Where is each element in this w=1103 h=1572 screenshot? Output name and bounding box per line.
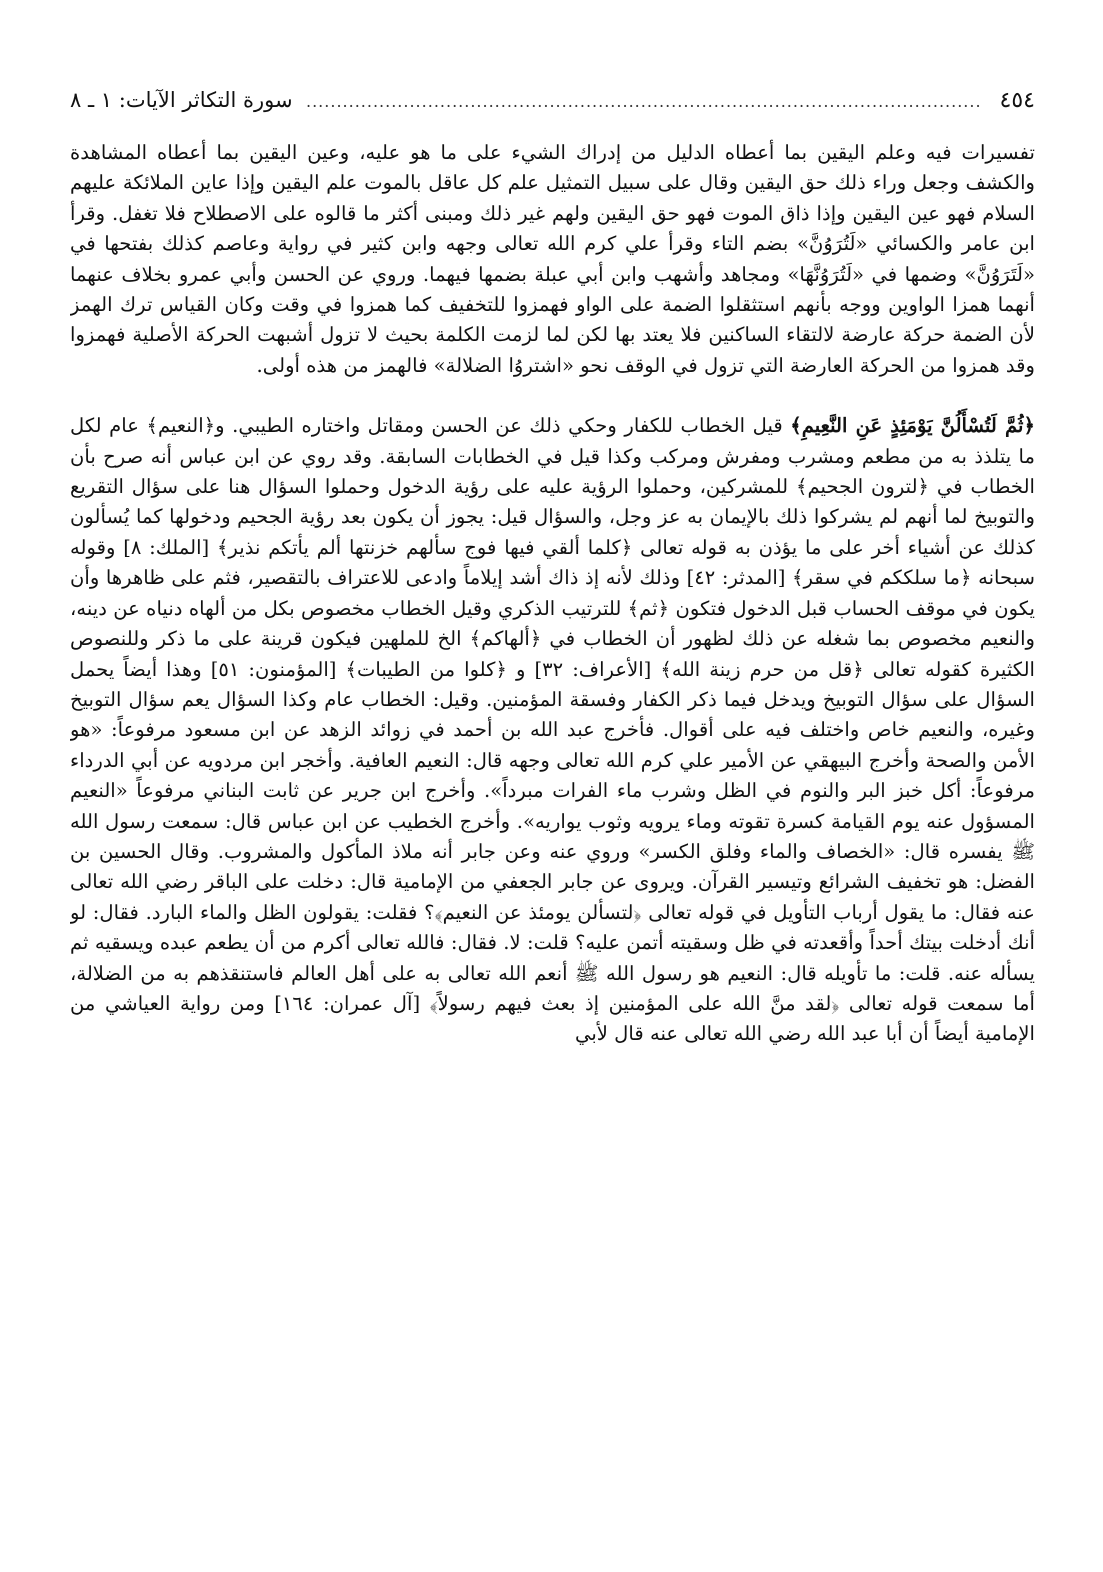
header-leader-dots [307, 92, 982, 111]
running-header [70, 88, 1035, 130]
paragraph-2-text: قيل الخطاب للكفار وحكي ذلك عن الحسن ومقاتل واختاره الطيبي. و﴿النعيم﴾ عام لكل ما يتلذذ به من مطعم ومشرب ومفرش ومركب وكذا قيل في الخطابات السابقة. وقد روي عن ابن عباس أنه صرح بأن الخطاب في ﴿لترون الجحيم﴾ للمشركين، وحملوا الرؤية عليه على رؤية الدخول وحملوا السؤال هنا على سؤال التقريع والتوبيخ لما أنهم لم يشركوا ذلك بالإيمان به عز وجل، والسؤال قيل: يجوز أن يكون بعد رؤية الجحيم ودخولها كما يُسألون كذلك عن أشياء أخر على ما يؤذن به قوله تعالى ﴿كلما ألقي فيها فوج سألهم خزنتها ألم يأتكم نذير﴾ [الملك: ٨] وقوله سبحانه ﴿ما سلككم في سقر﴾ [المدثر: ٤٢] وذلك لأنه إذ ذاك أشد إيلاماً وادعى للاعتراف بالتقصير، فثم على ظاهرها وأن يكون في موقف الحساب قبل الدخول فتكون ﴿ثم﴾ للترتيب الذكري وقيل الخطاب مخصوص بكل من ألهاه دنياه عن دينه، والنعيم مخصوص بما شغله عن ذلك لظهور أن الخطاب في ﴿ألهاكم﴾ الخ للملهين فيكون قرينة على ما ذكر وللنصوص الكثيرة كقوله تعالى ﴿قل من حرم زينة الله﴾ [الأعراف: ٣٢] و ﴿كلوا من الطيبات﴾ [المؤمنون: ٥١] وهذا أيضاً يحمل السؤال على سؤال التوبيخ ويدخل فيما ذكر الكفار وفسقة المؤمنين. وقيل: الخطاب عام وكذا السؤال يعم سؤال التوبيخ وغيره، والنعيم خاص واختلف فيه على أقوال. فأخرج عبد الله بن أحمد في زوائد الزهد عن ابن مسعود مرفوعاً: «هو الأمن والصحة وأخرج البيهقي عن الأمير علي كرم الله تعالى وجهه قال: النعيم العافية. وأخجر ابن مردويه عن أبي الدرداء مرفوعاً: أكل خبز البر والنوم في الظل وشرب ماء الفرات مبرداً». وأخرج ابن جرير عن ثابت البناني مرفوعاً «النعيم المسؤول عنه يوم القيامة كسرة تقوته وماء يرويه وثوب يواريه». وأخرج الخطيب عن ابن عباس قال: سمعت رسول الله ﷺ يفسره قال: «الخصاف والماء وفلق الكسر» وروي عنه وعن جابر أنه ملاذ المأكول والمشروب. وقال الحسين بن الفضل: هو تخفيف الشرائع وتيسير القرآن. ويروى عن جابر الجعفي من الإمامية قال: دخلت على الباقر رضي الله تعالى عنه فقال: ما يقول أرباب التأويل في قوله تعالى ﴿لتسألن يومئذ عن النعيم﴾؟ فقلت: يقولون الظل والماء البارد. فقال: لو أنك أدخلت بيتك أحداً وأقعدته في ظل وسقيته أتمن عليه؟ قلت: لا. فقال: فالله تعالى أكرم من أن يطعم عبده ويسقيه ثم يسأله عنه. قلت: ما تأويله قال: النعيم هو رسول الله ﷺ أنعم الله تعالى به على أهل العالم فاستنقذهم به من الضلالة، أما سمعت قوله تعالى ﴿لقد منَّ الله على المؤمنين إذ بعث فيهم رسولاً﴾ [آل عمران: ١٦٤] ومن رواية العياشي من الإمامية أيضاً أن أبا عبد الله رضي الله تعالى عنه قال لأبي [70, 414, 1035, 1046]
document-page [70, 88, 1035, 1548]
paragraph-2 [70, 411, 1035, 1050]
verse-quote: ﴿ثُمَّ لَتُسْأَلُنَّ يَوْمَئِذٍ عَنِ النَّعِيمِ﴾ [790, 414, 1035, 438]
paragraph-1: تفسيرات فيه وعلم اليقين بما أعطاه الدليل من إدراك الشيء على ما هو عليه، وعين اليقين بما أعطاه المشاهدة والكشف وجعل وراء ذلك حق اليقين وقال على سبيل التمثيل علم كل عاقل بالموت علم اليقين وإذا عاين الملائكة عليهم السلام فهو عين اليقين وإذا ذاق الموت فهو حق اليقين ولهم غير ذلك ومبنى أكثر ما قالوه على الاصطلاح فلا تغفل. وقرأ ابن عامر والكسائي «لَتُرَوُنَّ» بضم التاء وقرأ علي كرم الله تعالى وجهه وابن كثير في رواية وعاصم كذلك بفتحها في «لَتَرَوُنَّ» وضمها في «لَتُرَوُنَّهَا» ومجاهد وأشهب وابن أبي عبلة بضمها فيهما. وروي عن الحسن وأبي عمرو بخلاف عنهما أنهما همزا الواوين ووجه بأنهم استثقلوا الضمة على الواو فهمزوا للتخفيف كما همزوا في وقت وكان القياس ترك الهمز لأن الضمة حركة عارضة لالتقاء الساكنين فلا يعتد بها لكن لما لزمت الكلمة بحيث لا تزول أشبهت الحركة الأصلية فهمزوا وقد همزوا من الحركة العارضة التي تزول في الوقف نحو «اشتروُا الضلالة» فالهمز من هذه أولى. [70, 141, 1035, 377]
page-number: ٤٥٤ [999, 88, 1035, 113]
surah-title: سورة التكاثر الآيات: ١ ـ ٨ [70, 88, 293, 112]
